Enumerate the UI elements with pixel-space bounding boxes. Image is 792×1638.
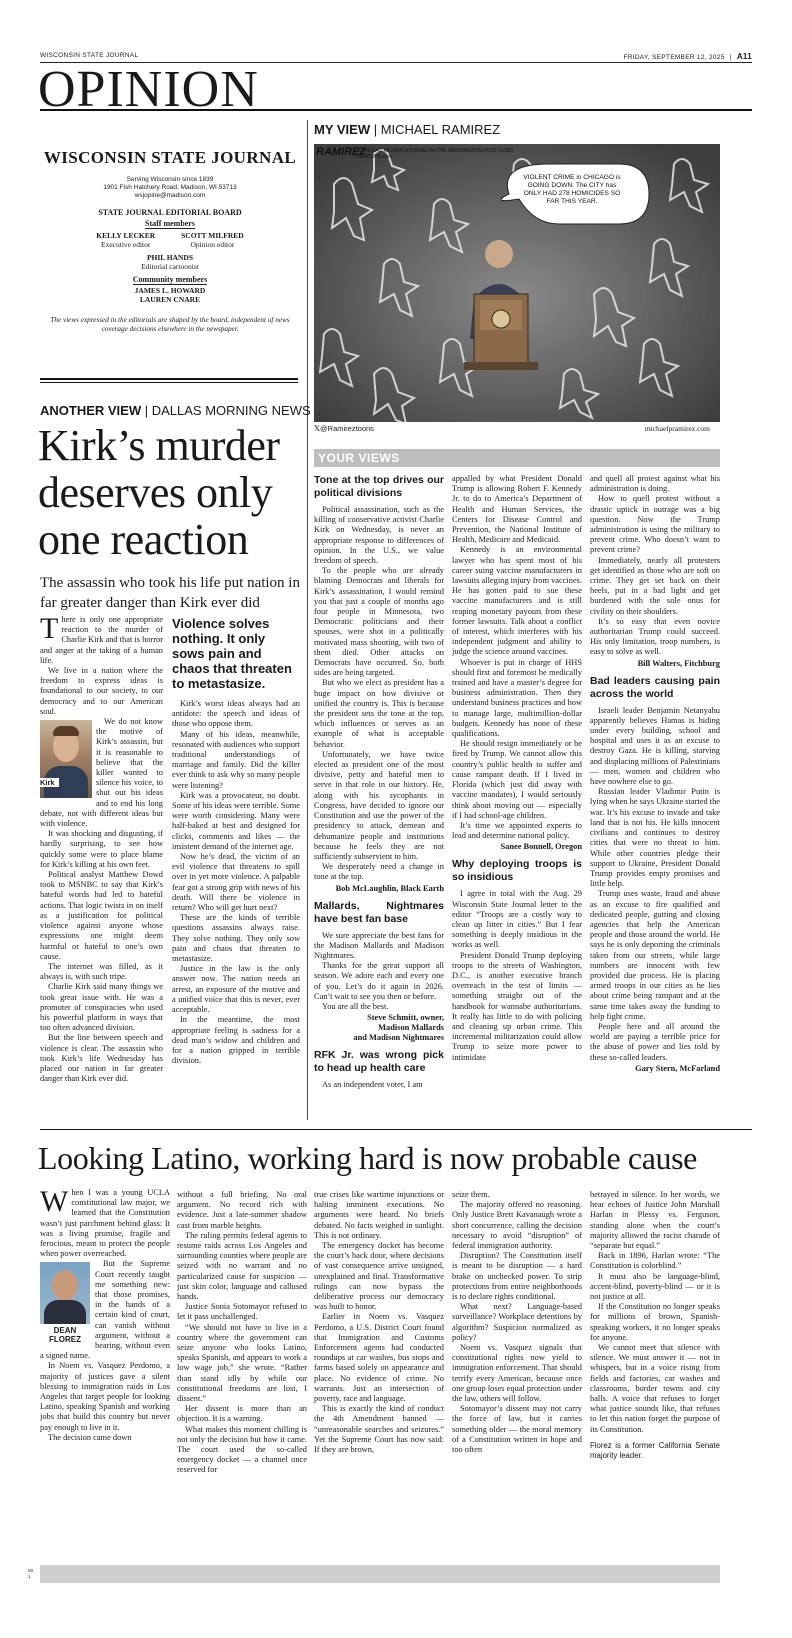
letter4-cont-p0: and quell all protest against what his administration is doing. xyxy=(590,474,720,494)
letter1-p3: Unfortunately, we have twice elected as president one of the most divisive, petty and hateful men to serve in that role in our history. He, along with his sycophants in Congress, have decided to ignore our Constitution and use the power of the presidency to attack, demean and dehumanize people and institutions because he feels they are not sufficiently subservient to him. xyxy=(314,749,444,861)
community-name-1: JAMES L. HOWARD xyxy=(134,286,206,295)
staff-title: Staff members xyxy=(145,219,195,228)
letter4-signature: Bill Walters, Fitchburg xyxy=(637,658,720,668)
latino-col1-p1: But the Supreme Court recently taught me something new: that those promises, in the hands of a certain kind of court, can vanish without argument, without a hearing, without even a signed name. xyxy=(40,1259,170,1361)
column-divider xyxy=(307,120,308,1120)
latino-tagline: Florez is a former California Senate majority leader. xyxy=(590,1440,720,1461)
staff-role-3: Editorial cartoonist xyxy=(141,262,199,271)
letter2-headline: Mallards, Nightmares have best fan base xyxy=(314,899,444,925)
letter3-cont-p3: He should resign immediately or be fired by Trump. We cannot allow this country’s public health to suffer and cause rampant death. If I lived in Florida (which just did away with vaccine mandates), I would seriously think about moving out — especially if I had school-age children. xyxy=(452,739,582,820)
masthead-line1: Serving Wisconsin since 1839 xyxy=(126,176,214,183)
staff-role-2: Opinion editor xyxy=(190,240,235,249)
latino-col1: When I was a young UCLA constitutional law major, we learned that the Constitution wasn’t just parchment behind glass: It was a living promise, fragile and ferocious, meant to protect the people when power overreached. DEAN FLOREZ But the Supreme Court recently taught me something new: that those promises, in the hands of a certain kind of court, can vanish without argument, without a hearing, without even a signed name. In Noem vs. Vasquez Perdomo, a majority of justices gave a silent blessing to immigration raids in Los Angeles that target people for looking Latino, speaking Spanish and working jobs that build this country but never pay enough to live in it. The decision came down xyxy=(40,1188,170,1442)
florez-photo-block xyxy=(40,1262,90,1344)
staff-name-2: SCOTT MILFRED xyxy=(181,231,244,240)
letter3-cont-p4: It’s time we appointed experts to lead and determine national policy. xyxy=(452,820,582,841)
letters-col3 xyxy=(590,474,720,1124)
letter1-p0: Political assassination, such as the killing of conservative activist Charlie Kirk on Wednesday, is never an appropriate response to differences of opinion. In the U.S., we value freedom of speech. xyxy=(314,505,444,566)
letter4-cont-p3: It’s so easy that even novice authoritarian Trump could succeed. His only limitation, troop numbers, is easy to solve as well. xyxy=(590,616,720,657)
av-col2-p4: These are the kinds of terrible questions assassins always raise. They solve nothing. They only sow pain and chaos that threaten to metastasize. xyxy=(172,913,300,964)
another-view-rule-2 xyxy=(40,382,298,383)
cartoon-handle-text: @Ramireztoons xyxy=(320,424,374,433)
cartoon-handle: 𝕏@Ramireztoons xyxy=(314,424,374,433)
letter3-cont-p0: appalled by what President Donald Trump is allowing Robert F. Kennedy Jr. to do to America’s Department of Health and Human Services, the Centers for Disease Control and Prevention, the National Institute of Health, Medicare and Medicaid. xyxy=(452,474,582,545)
latino-col4-p3: What next? Language-based surveillance? Workplace detentions by algorithm? Suspicion normalized as policy? xyxy=(452,1302,582,1342)
latino-col4-p0: seize them. xyxy=(452,1190,490,1199)
latino-col1-p3: The decision came down xyxy=(48,1432,132,1442)
latino-col4 xyxy=(452,1190,582,1520)
latino-col4-p1: The majority offered no reasoning. Only Justice Brett Kavanaugh wrote a short concurrence, calling the decision necessary to avoid “disruption” of federal immigration authority. xyxy=(452,1200,582,1251)
folio-page: A11 xyxy=(736,52,752,61)
community-title: Community members xyxy=(132,275,208,284)
folio-paper: WISCONSIN STATE JOURNAL xyxy=(40,52,139,59)
letter2-p2: You are all the best. xyxy=(322,1001,389,1011)
letter5-p3: People here and all around the world are paying a terrible price for the abuse of power and lies told by these so-called leaders. xyxy=(590,1021,720,1062)
latino-col1-p2: In Noem vs. Vasquez Perdomo, a majority of justices gave a silent blessing to immigration raids in Los Angeles that target people for looking Latino, speaking Spanish and working jobs that build this country but never pay enough to live in it. xyxy=(40,1361,170,1432)
editorial-cartoon xyxy=(314,144,720,422)
latino-col5-p2: It must also be language-blind, accent-blind, poverty-blind — or it is not justice at all. xyxy=(590,1271,720,1302)
latino-col2-p3: “We should not have to live in a country where the government can seize anyone who looks Latino, speaks Spanish, and appears to work a low wage job,” she wrote. “Rather than stand idly by while our constitutional freedoms are lost, I dissent.” xyxy=(177,1322,307,1404)
latino-col3 xyxy=(314,1190,444,1520)
footer-code: 00 1 xyxy=(28,1568,34,1579)
av-col2-p1: Many of his ideas, meanwhile, resonated with audiences who support traditional understandings of marriage and family. Did the killer ever think to ask why so many people were listening? xyxy=(172,729,300,790)
masthead-line2: 1901 Fish Hatchery Road, Madison, WI 53713 xyxy=(103,184,237,191)
board-title: STATE JOURNAL EDITORIAL BOARD xyxy=(98,208,242,217)
av-col1-p3: It was shocking and disgusting, if hardly surprising, to see how quickly some were to place blame for Kirk’s killing at his own feet. xyxy=(40,829,163,869)
latino-col5-p0: betrayed in silence. In her words, we hear echoes of Justice John Marshall Harlan in Plessy vs. Ferguson, standing alone when the court’s majority allowed the racist charade of “separate but equal.” xyxy=(590,1190,720,1251)
another-view-rule xyxy=(40,378,298,380)
av-col1-p7: But the line between speech and violence is clear. The assassin who took Kirk’s life Wednesday has placed our nation in far greater danger than Kirk ever did. xyxy=(40,1033,163,1084)
av-col2-p2: Kirk was a provocateur, no doubt. Some of his ideas were terrible. Some were worth considering. Many were half-baked at best and designed for clicks, comments and likes — the insistent demand of the internet age. xyxy=(172,790,300,851)
cartoon-credit: LAS VEGAS REVIEW-JOURNAL for THE WASHINGTON POST ©2025 CREATORS.com xyxy=(354,148,514,160)
letters-col1 xyxy=(314,470,444,1120)
letter5-signature: Gary Stern, McFarland xyxy=(635,1063,720,1073)
letter2-signature-c: and Madison Nightmares xyxy=(353,1033,444,1043)
folio-date-page: FRIDAY, SEPTEMBER 12, 2025 | A11 xyxy=(623,52,752,61)
letter3-cont-p1: Kennedy is an environmental lawyer who has spent most of his career suing vaccine manufacturers in lawsuits alleging injury from vaccines. He has gotten paid to sue these vaccine manufacturers and is still reaping monetary payouts from these former lawsuits. Talk about a conflict of interest, which interferes with his independent judgment and ability to judge the science around vaccines. xyxy=(452,545,582,657)
letter4-p1: President Donald Trump deploying troops to the streets of Washington, D.C., is another executive branch overreach in the test of limits — something straight out of the handbook for wannabe authoritarians. It really has little to do with policing and cleaning up urban crime. This incremental militarization could allow Trump to seize more power to intimidate xyxy=(452,950,582,1062)
letter1-headline: Tone at the top drives our political divisions xyxy=(314,474,444,499)
letter5-p1: Russian leader Vladimir Putin is lying when he says Ukraine started the war. It’s his excuse to invade and take land that is not his. He kills innocent civilians and continues to destroy cities that were no threat to him. While other countries pledge their support to Ukraine, President Donald Trump provides empty promises and little help. xyxy=(590,787,720,889)
bottom-story-rule xyxy=(40,1129,752,1130)
another-view-kicker: ANOTHER VIEW | DALLAS MORNING NEWS xyxy=(40,403,311,418)
folio-date: FRIDAY, SEPTEMBER 12, 2025 xyxy=(623,54,725,61)
masthead-line3: wsjopine@madison.com xyxy=(134,192,206,199)
another-view-col2 xyxy=(172,699,300,1124)
section-title: OPINION xyxy=(38,61,259,118)
cartoon-illustration xyxy=(314,144,720,422)
latino-col2-p2: Justice Sonia Sotomayor refused to let it pass unchallenged. xyxy=(177,1302,307,1322)
av-col2-p0: Kirk’s worst ideas always had an antidote: the speech and ideas of those who oppose them. xyxy=(172,699,300,729)
footer-bar xyxy=(40,1565,720,1583)
latino-col5-p3: If the Constitution no longer speaks for millions of brown, Spanish-speaking workers, it no longer speaks for anyone. xyxy=(590,1302,720,1342)
another-view-col1: There is only one appropriate reaction to the murder of Charlie Kirk and that is horror and anger at the taking of a human life. We live in a nation where the freedom to express ideas is foundational to our society, to our democracy and to our American soul. We do not know the motive of Kirk’s assassin, but it is reasonable to believe that the killer wanted to silence his voice, to shut out his ideas and to end his long debate, not with different ideas but with violence. It was shocking and disgusting, if hardly surprising, to see how quickly some were to place blame for Kirk’s killing at his own feet. Political analyst Matthew Dowd took to MSNBC to say that Kirk’s hateful words had led to hateful actions. That logic twists in on itself as a justification for political violence against anyone whose expressions one might deem harmful or hateful to one’s own cause. The internet was filled, as it always is, with such tripe. Charlie Kirk said many things we took great issue with. He was a promoter of conspiracies who used his powerful platform in ways that too often advanced division. But the line between speech and violence is clear. The assassin who took Kirk’s life Wednesday has placed our nation in far greater danger than Kirk ever did. xyxy=(40,615,163,1084)
av-col1-p1-pre: We live in a nation where the freedom to express ideas is foundational to our society, to our democracy and to our American soul. xyxy=(40,666,163,716)
staff-name-3: PHIL HANDS xyxy=(146,253,194,262)
av-col2-p3: Now he’s dead, the victim of an evil violence that threatens to spill over in yet more violence. A palpable fear got a strong grip with news of his death. Will there be violence in return? Who will get hurt next? xyxy=(172,852,300,913)
letter2-p0: We sure appreciate the best fans for the Madison Mallards and Madison Nightmares. xyxy=(314,930,444,960)
community-name-2: LAUREN CNARE xyxy=(139,295,201,304)
latino-headline: Looking Latino, working hard is now probable cause xyxy=(38,1140,697,1176)
letter3-headline: RFK Jr. was wrong pick to head up health care xyxy=(314,1049,444,1075)
av-col1-p4: Political analyst Matthew Dowd took to MSNBC to say that Kirk’s hateful words had led to hateful actions. That logic twists in on itself as a justification for political violence against anyone whose expressions one might deem harmful or hateful to one’s own cause. xyxy=(40,870,163,961)
letter4-cont-p1: How to quell protest without a drastic uptick in outrage was a big question. Now the Trump administration is using the military to prevent crime. Who doesn’t want to prevent crime? xyxy=(590,494,720,555)
another-view-dek: The assassin who took his life put nation in far greater danger than Kirk ever did xyxy=(40,575,300,611)
latino-col4-p5: Sotomayor’s dissent may not carry the force of law, but it carries something older — the moral memory of a Constitution written in hope and too often xyxy=(452,1404,582,1455)
kirk-photo-caption: Kirk xyxy=(40,778,59,787)
letter2-signature-a: Steve Schmitt, owner, xyxy=(367,1013,444,1023)
letter3-signature: Sanee Bonnell, Oregon xyxy=(500,842,582,852)
latino-col5-p4: We cannot meet that silence with silence. We must answer it — not in whispers, but in a voice rising from fields and factories, car washes and classrooms, border towns and city halls. A voice that refuses to forget what justice sounds like, that refuses to let this nation forget the purpose of its Constitution. xyxy=(590,1343,720,1434)
latino-col2-p1: The ruling permits federal agents to resume raids across Los Angeles and surrounding counties where people are seized with no warrant and no particularized cause for suspicion — just skin color, language and callused hands. xyxy=(177,1230,307,1302)
letter4-cont-p2: Immediately, nearly all protesters get identified as those who are soft on crime. They get set back on their heels, put in a bad light and get burdened with the sole onus for civility on their shoulders. xyxy=(590,555,720,616)
latino-col3-p0: true crises like wartime injunctions or halting imminent executions. No arguments were heard. No briefs debated. No facts weighed in sunlight. This is not ordinary. xyxy=(314,1190,444,1240)
your-views-banner: YOUR VIEWS xyxy=(314,449,720,467)
letter1-signature: Bob McLaughlin, Black Earth xyxy=(335,883,444,893)
av-col1-p6: Charlie Kirk said many things we took great issue with. He was a promoter of conspiracies who used his powerful platform in ways that too often advanced division. xyxy=(40,982,163,1033)
author-last: FLOREZ xyxy=(49,1335,81,1345)
letter1-p1: To the people who are already blaming Democrats and liberals for Kirk’s assassination, I would remind you that just a couple of months ago four people in Minnesota, two Democratic politicians and their spouses, were shot in a politically motivated mass shooting, with two of them died. Other attacks on Democrats have occurred. So, both sides are being targeted. xyxy=(314,566,444,678)
latino-col3-p2: Earlier in Noem vs. Vasquez Perdomo, a U.S. District Court found that Immigration and Customs Enforcement agents had conducted roundups at car washes, bus stops and farms based solely on appearance and place. No evidence of crime. No warrants. Just an intersection of poverty, race and language. xyxy=(314,1312,444,1404)
another-view-kicker-bold: ANOTHER VIEW xyxy=(40,403,142,418)
letters-col2 xyxy=(452,474,582,1124)
latino-col2-p0: without a full briefing. No oral argument. No record rich with evidence. Just a late-summer shadow cast from marble heights. xyxy=(177,1190,307,1230)
latino-col5 xyxy=(590,1190,720,1520)
latino-col2-p4: Her dissent is more than an objection. It is a warning. xyxy=(177,1404,307,1424)
latino-col3-p1: The emergency docket has become the court’s back door, where decisions of vast consequence arrive unsigned, unexplained and final. Transformative rulings can now bypass the deliberative process our democracy was built to honor. xyxy=(314,1241,444,1312)
letter5-p0: Israeli leader Benjamin Netanyahu apparently believes Hamas is hiding under every building, school and hospital and uses it as an excuse to destroy Gaza. He is killing, starving and displacing millions of Palestinians — men, women and children who have nowhere else to go. xyxy=(590,705,720,787)
section-rule xyxy=(40,109,752,111)
letter3-p0: As an independent voter, I am xyxy=(322,1080,423,1090)
letter5-headline: Bad leaders causing pain across the world xyxy=(590,674,720,700)
letter5-p2: Trump uses waste, fraud and abuse as an excuse to fire qualified and dedicated people, gutting and closing agencies that help the American people and those around the world. He says he is only deporting the criminals taken from our streets, while large numbers are innocent with few provided due process. He is placing armed troops in our cities as he lies about crime being rampant and at the same time takes away the funding to help fight crime. xyxy=(590,889,720,1021)
av-col1-p2: We do not know the motive of Kirk’s assassin, but it is reasonable to believe that the killer wanted to silence his voice, to shut out his ideas and to end his long debate, not with different ideas but with violence. xyxy=(40,717,163,829)
letter1-p4: We desperately need a change in tone at the top. xyxy=(314,862,444,882)
cartoon-kicker-rest: MICHAEL RAMIREZ xyxy=(380,122,501,137)
another-view-kicker-rest: DALLAS MORNING NEWS xyxy=(151,403,311,418)
staff-name-1: KELLY LECKER xyxy=(96,231,156,240)
florez-photo xyxy=(40,1262,90,1324)
cartoon-speech: VIOLENT CRIME in CHICAGO is GOING DOWN. The CITY has ONLY HAD 278 HOMICIDES SO FAR THIS YEAR. xyxy=(523,174,621,205)
another-view-pullquote: Violence solves nothing. It only sows pain and chaos that threaten to metastasize. xyxy=(172,616,292,691)
latino-col2 xyxy=(177,1190,307,1520)
cartoon-site: michaelpramirez.com xyxy=(644,424,710,433)
letter4-p0: I agree in total with the Aug. 29 Wisconsin State Journal letter to the editor “Troops are a costly way to clean up litter in cities.” But I fear something is deeply insidious in the works as well. xyxy=(452,889,582,950)
letter2-p1: Thanks for the great support all season. We adore each and every one of you. Let’s do it again in 2026. Can’t wait to see you then or before. xyxy=(314,961,444,1001)
staff-role-1: Executive editor xyxy=(101,240,151,249)
latino-col4-p4: Noem vs. Vasquez signals that constitutional rights now yield to immigration enforcement. That should terrify every American, because once one group loses equal protection under the law, others will follow. xyxy=(452,1343,582,1404)
masthead xyxy=(40,148,300,334)
cartoon-kicker-bold: MY VIEW xyxy=(314,122,371,137)
letter2-signature-b: Madison Mallards xyxy=(378,1023,444,1033)
letter4-headline: Why deploying troops is so insidious xyxy=(452,858,582,884)
av-col2-p5: Justice in the law is the only answer now. The nation needs an arrest, an exposure of the motive and a unified voice that this is never, ever acceptable. xyxy=(172,964,300,1015)
another-view-headline: Kirk’s murder deserves only one reaction xyxy=(38,421,280,564)
latino-col5-p1: Back in 1896, Harlan wrote: “The Constitution is colorblind.” xyxy=(590,1251,720,1271)
cartoon-signature: RAMIREZ xyxy=(316,146,367,158)
latino-col4-p2: Disruption? The Constitution itself is meant to be disruption — a hard brake on unchecked power. To strip protections from entire neighborhoods is to declare rights conditional. xyxy=(452,1251,582,1302)
author-first: DEAN xyxy=(53,1326,77,1336)
letter1-p2: But who we elect as president has a huge impact on how divisive or unified the country is. This is because the president sets the tone at the top, which influences or serves as an example of what is acceptable behavior. xyxy=(314,678,444,749)
masthead-disclaimer: The views expressed in the editorials are shaped by the board, independent of news coverage decisions elsewhere in the newspaper. xyxy=(50,316,290,333)
av-col2-p6: In the meantime, the most appropriate feeling is sadness for a dead man’s widow and children and for a nation gripped in terrible division. xyxy=(172,1015,300,1066)
latino-col1-p0: hen I was a young UCLA constitutional law major, we learned that the Constitution wasn’t just parchment behind glass: It was a living promise, fragile and ferocious, meant to protect the people when power overreached. xyxy=(40,1188,170,1259)
av-col1-p0: here is only one appropriate reaction to the murder of Charlie Kirk and that is horror and anger at the taking of a human life. xyxy=(40,615,163,665)
latino-col2-p5: What makes this moment chilling is not only the decision but how it came. The court used the so-called emergency docket — a channel once reserved for xyxy=(177,1424,307,1475)
masthead-name: WISCONSIN STATE JOURNAL xyxy=(43,148,297,167)
latino-col3-p3: This is exactly the kind of conduct the 4th Amendment banned — “unreasonable searches and seizures.” Yet the Supreme Court has now said: If they are brown, xyxy=(314,1404,444,1455)
av-col1-p5: The internet was filled, as it always is, with such tripe. xyxy=(40,961,163,982)
cartoon-kicker: MY VIEW | MICHAEL RAMIREZ xyxy=(314,122,501,137)
letter3-cont-p2: Whoever is put in charge of HHS should first and foremost be medically trained and have a master’s degree for business administration. Then they understand business practices and how to manage large, multimillion-dollar budgets. Kennedy has none of these qualifications. xyxy=(452,657,582,739)
